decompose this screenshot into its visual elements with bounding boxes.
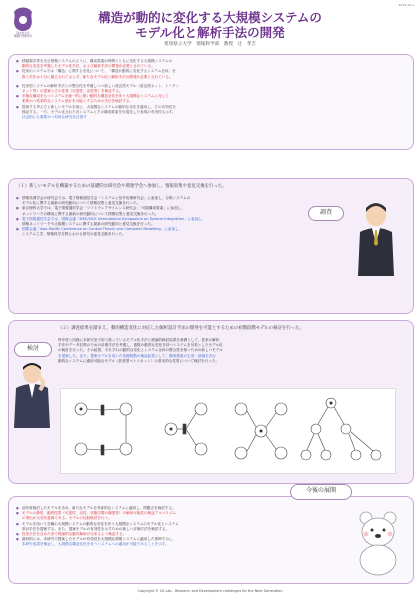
intro-item: ● 従来型システムの解析手法との整合性を考慮しつつ新しい改良型モデル（改良型ネット、トークン bbox=[16, 84, 408, 89]
university-logo bbox=[8, 4, 38, 42]
corner-label: 2019-12-1 bbox=[398, 3, 414, 7]
section3-list bbox=[16, 506, 346, 548]
list-item-cont: システム工学、情報科学分野における研究の意見交換を行った。 bbox=[22, 232, 126, 237]
list-item: ● 東京理科大学では、電子情報通信学会「ソフトウェアサイエンス研究会」「可能構成要素」に参加し、 bbox=[16, 206, 296, 211]
paragraph-line: 手法やデータ収集のための計測手法を考慮し、複数の動的な変化を持つシステムを対象としたモデル化 bbox=[58, 343, 223, 348]
logo-caption bbox=[8, 32, 38, 39]
list-item-cont: 本研究成果を検証し、大規模な構造変化を伴うシステムへの適用が可能であることを示す。 bbox=[22, 542, 169, 547]
future-callout: 今後の展開 bbox=[290, 484, 352, 500]
author-line: 愛知県立大学 情報科学部 教授 辻 孝吉 bbox=[164, 42, 256, 47]
list-item-cont: 設計手法を提案する。また、提案モデルの有効性を示すための新しい評価方法を検討する。 bbox=[22, 526, 170, 531]
intro-item-cont: 動的な変化を考慮したモデル化手法、および解析手法の開発が必要とされている。 bbox=[22, 64, 155, 69]
intro-text bbox=[16, 59, 408, 120]
paragraph-line: 動的なシステムに適用可能なモデル（拡張型ペトリネット）の基本的な性質について検討を行った。 bbox=[58, 358, 220, 363]
list-item: ● 国際会議「Asia-Pacific Conference on Control Theory and Computer Modelling」に参加し、 bbox=[16, 227, 296, 232]
intro-item: ● 提案する考え方と新しいモデルを基に、大規模なシステムの動的な変化を適用し、その有効性を bbox=[16, 105, 408, 110]
section2-heading: （２）調査結果を踏まえ、動的構造変化に対応した解析設計手法の開発を可能とするための初期段階モデルの検討を行った。 bbox=[58, 326, 304, 331]
page-title bbox=[60, 10, 360, 40]
list-item: ● 従来手法を含めた形で理論的な動作解析が出来るよう検証する。 bbox=[16, 532, 346, 537]
paragraph-line: の検討を行った。その結果、それぞれの動的な変化とシステム全体の整合性を保つための新しいモデル bbox=[58, 348, 223, 353]
list-item: ● モデルを用いて各種の大規模システムの動的な変化を伴う大規模なシステムのモデル化とシステム bbox=[16, 522, 346, 527]
intro-item-cont: 扱う手法は十分に確立されておらず、新たなモデル化と解析手法の開発が必要とされている。 bbox=[22, 74, 173, 79]
section2-paragraph bbox=[58, 338, 408, 364]
list-item-cont: ネットワークの構成に関する最新の研究動向について情報収集と意見交換を行った。 bbox=[22, 211, 159, 216]
intro-item-cont: 社会的にも重要かつ有用な研究を目指す bbox=[22, 115, 87, 120]
paragraph-line: 昨年度と同様に本研究室で取り扱っているモデル化手法と理論的検討結果を基礎として、従来の解析 bbox=[58, 338, 220, 342]
logo-line-1: 同志社大学 bbox=[16, 32, 30, 35]
study-callout: 検討 bbox=[14, 342, 52, 357]
thinking-man-illustration-icon bbox=[10, 360, 56, 430]
section1-heading: （１）新しいモデルを構築するための基礎的な研究会や関連学会へ参加し、情報収集や意見交換を行った。 bbox=[16, 184, 227, 189]
intro-item-cont: ネット等）の提案とその性質（可達性、活性等）を検証する。 bbox=[22, 89, 123, 94]
title-line-2: モデル化と解析手法の開発 bbox=[135, 25, 285, 40]
logo-line-2: 情報科学研究所 bbox=[13, 35, 33, 39]
list-item-cont: 情報ネットワークや大規模システムに関する最新の研究動向と意見交換を行った。 bbox=[22, 222, 155, 227]
intro-item: ● 従来のシステムでは「構造」に関する変化について、「構造が動的に変化するシステム全体」を bbox=[16, 69, 408, 74]
intro-item: ● 多様な構成をもつシステムを統一的に扱い動的な構造変化を伴う大規模なシステムに対して bbox=[16, 94, 408, 99]
intro-item: ● 移動端末等を含む情報システムのように、構成要素が時間とともに変化する大規模システムの bbox=[16, 59, 408, 64]
footer-copyright: Copyright © 2G Lab - Research and Development challenges for the Next Generation bbox=[137, 589, 283, 593]
network-diagram-icon bbox=[61, 389, 395, 473]
section1-list bbox=[16, 196, 296, 238]
petri-net-diagram bbox=[60, 388, 396, 474]
paragraph-line: を提案した。また、提案モデルを用いた初期段階の検証結果として、構成要素の生成・消滅を含む bbox=[58, 353, 216, 358]
title-line-1: 構造が動的に変化する大規模システムの bbox=[98, 10, 322, 25]
intro-item-cont: 検証する。一方、モデル化された各システムとその構成要素を可視化した表現の有用性も示す。 bbox=[22, 109, 176, 114]
list-item: ● 情報処理学会の研究会では、電子情報通信学会「システムと信号処理研究会」に参加し、分散システムの bbox=[16, 196, 296, 201]
list-item: ● 電子情報通信学会では、国際会議「IEEE/SICE International Symposium on System Integration」に参加し、 bbox=[16, 217, 296, 222]
survey-callout: 調査 bbox=[308, 206, 344, 221]
intro-item-cont: 柔軟かつ効率的なシステム設計を可能とするための手法を検討する。 bbox=[22, 99, 134, 104]
list-item-cont: モデル化に関する最新の研究動向について情報収集と意見交換を行った。 bbox=[22, 201, 141, 206]
list-item: ● 最終的には、本研究で提案したモデルの有効性を大規模な情報システムに適用した事例で示し、 bbox=[16, 537, 346, 542]
list-item-cont: の導出が大変有意義である。モデルの比較検討を行う。 bbox=[22, 516, 112, 521]
list-item: ● モデルの静的、動的性質（可達性、活性、状態空間の爆発等）の解析可能性の検証アルゴリズム bbox=[16, 511, 346, 516]
list-item: ● 前年度検討したモデルを含め、新たなモデルを具体的なシステムに適用し、問題点を検討する。 bbox=[16, 506, 346, 511]
businessman-illustration-icon bbox=[348, 200, 404, 280]
bear-mascot-illustration-icon bbox=[352, 508, 404, 576]
